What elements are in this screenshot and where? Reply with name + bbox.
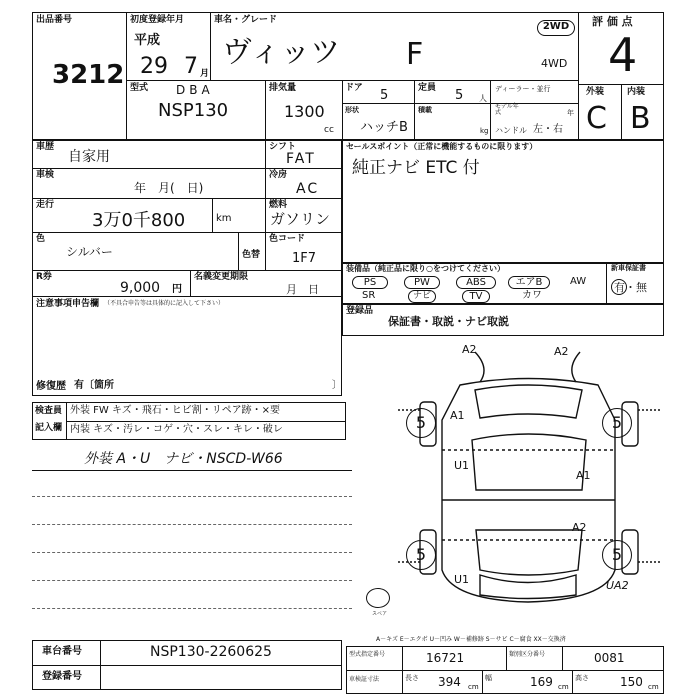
- load-label: 積載: [418, 106, 432, 114]
- shift: FAT: [286, 151, 316, 167]
- recycle-fee: 9,000: [120, 280, 161, 296]
- sales-label: セールスポイント（正常に機能するものに限ります）: [346, 142, 538, 151]
- equip-navi: ナビ: [408, 290, 436, 303]
- inspection-label: 車検: [36, 170, 55, 180]
- dimensions-label: 車検証寸法: [349, 676, 380, 683]
- equip-abs: ABS: [456, 276, 496, 289]
- spare-label: スペア: [372, 611, 388, 617]
- shape-label: 形状: [345, 106, 359, 114]
- capacity-label: 定員: [418, 83, 437, 93]
- model-year-label: モデル年式: [495, 103, 519, 116]
- equipment-label: 装備品（純正品に限り○をつけてください）: [346, 264, 505, 273]
- equip-airbag: エアB: [508, 276, 550, 289]
- notes-label: 注意事項申告欄: [36, 299, 100, 309]
- drive-4wd: 4WD: [541, 57, 568, 70]
- recycle-label: R券: [36, 272, 52, 282]
- mileage-label: 走行: [36, 200, 55, 210]
- notes-sub: （不具合申告等は具体的に記入して下さい）: [104, 300, 225, 307]
- damage-mark: UA2: [606, 579, 629, 592]
- person-unit: 人: [479, 94, 487, 103]
- doors: 5: [380, 88, 389, 103]
- registration-label: 登録品: [346, 306, 374, 316]
- handle-label: ハンドル: [495, 126, 527, 135]
- length: 394: [438, 675, 461, 689]
- details-frame: [32, 140, 342, 396]
- equip-leather: カワ: [522, 290, 542, 301]
- inspector-label2: 記入欄: [35, 423, 63, 433]
- score: 4: [608, 28, 638, 82]
- first-reg-label: 初度登録年月: [130, 15, 185, 25]
- color-code: 1F7: [292, 251, 317, 266]
- exterior-label: 外装: [586, 87, 605, 97]
- color: シルバー: [66, 245, 113, 259]
- kg-unit: kg: [480, 127, 489, 135]
- month-unit: 月: [200, 69, 210, 79]
- interior-grade: B: [630, 101, 651, 136]
- new-car-value: 有・無: [614, 281, 647, 294]
- type-code: NSP130: [158, 100, 229, 121]
- type-prefix: DBA: [176, 83, 214, 97]
- doors-label: ドア: [345, 83, 363, 93]
- cm-unit: cm: [648, 683, 659, 691]
- damage-mark: A1: [576, 469, 591, 482]
- fuel: ガソリン: [270, 210, 331, 228]
- capacity: 5: [455, 88, 464, 103]
- height-label: 高さ: [575, 674, 589, 682]
- diagram-legend: A－キズ E－エクボ U－凹み W－補修跡 S－サビ C－腐食 XX－交換済: [376, 636, 566, 643]
- length-label: 長さ: [405, 674, 419, 682]
- name-change-label: 名義変更期限: [194, 272, 249, 282]
- drive-2wd: 2WD: [537, 20, 575, 36]
- lot-label: 出品番号: [36, 15, 73, 25]
- color-code-label: 色コード: [269, 234, 306, 244]
- tire-rear-right: 5: [602, 540, 632, 570]
- displacement: 1300: [284, 102, 325, 121]
- tire-rear-left: 5: [406, 540, 436, 570]
- km-unit: km: [216, 213, 232, 224]
- era: 平成: [134, 33, 161, 48]
- category: 0081: [594, 651, 625, 665]
- color-label: 色: [36, 234, 46, 244]
- sales-text: 純正ナビ ETC 付: [352, 158, 480, 178]
- interior-label: 内装: [627, 87, 646, 97]
- width: 169: [530, 675, 553, 689]
- new-car-circle: [611, 279, 627, 295]
- damage-mark: U1: [454, 459, 470, 472]
- chassis-number: NSP130-2260625: [150, 644, 272, 660]
- shift-label: シフト: [269, 142, 297, 152]
- repair-value: 有〔箇所: [74, 380, 114, 391]
- equip-sr: SR: [362, 290, 376, 301]
- width-label: 幅: [485, 674, 492, 682]
- cm-unit: cm: [558, 683, 569, 691]
- dealer-label: ディーラー・並行: [495, 85, 551, 93]
- repair-label: 修復歴: [36, 381, 66, 392]
- register-label: 登録番号: [42, 671, 82, 682]
- inspector-exterior: 外装 FW キズ・飛石・ヒビ割・リペア跡・×要: [70, 405, 280, 416]
- equip-ps: PS: [352, 276, 388, 289]
- type-designation: 16721: [426, 651, 465, 665]
- history: 自家用: [68, 149, 110, 165]
- damage-mark: A1: [450, 409, 465, 422]
- registration-value: 保証書・取説・ナビ取説: [388, 315, 509, 328]
- inspector-label1: 検査員: [35, 406, 63, 416]
- fuel-label: 燃料: [269, 200, 288, 210]
- damage-mark: A2: [462, 343, 477, 356]
- equip-tv: TV: [462, 290, 490, 303]
- new-car-label: 新車保証書: [611, 264, 646, 272]
- year-unit: 年: [567, 109, 574, 117]
- damage-mark: A2: [554, 345, 569, 358]
- ac: AC: [296, 181, 320, 197]
- model-name-label: 車名・グレード: [214, 15, 278, 25]
- color-change-label: 色替: [242, 250, 261, 260]
- ac-label: 冷房: [269, 170, 288, 180]
- handle: 左・右: [533, 124, 563, 135]
- damage-mark: A2: [572, 521, 587, 534]
- equip-pw: PW: [404, 276, 440, 289]
- height: 150: [620, 675, 643, 689]
- cc-unit: cc: [324, 125, 334, 135]
- tire-front-left: 5: [406, 408, 436, 438]
- displacement-label: 排気量: [269, 83, 297, 93]
- car-diagram: [380, 340, 680, 610]
- history-label: 車歴: [36, 142, 55, 152]
- category-label: 類別区分番号: [509, 651, 546, 658]
- score-label: 評 価 点: [592, 15, 633, 28]
- inspection: 年 月( 日): [134, 181, 204, 195]
- type-label: 型式: [130, 83, 149, 93]
- grade: F: [406, 37, 424, 72]
- inspector-interior: 内装 キズ・汚レ・コゲ・穴・スレ・キレ・破レ: [70, 424, 283, 435]
- name-change-value: 月 日: [286, 283, 319, 296]
- lot-number: 3212: [52, 60, 125, 90]
- reg-year: 29: [140, 54, 168, 79]
- type-designation-label: 型式指定番号: [349, 651, 386, 658]
- inspector-note: 外装 A・U ナビ・NSCD-W66: [84, 451, 283, 467]
- model-name: ヴィッツ: [222, 35, 341, 70]
- repair-close: 〕: [332, 380, 342, 391]
- shape: ハッチB: [360, 120, 408, 135]
- spare-tire: [366, 588, 390, 608]
- chassis-label: 車台番号: [42, 646, 82, 657]
- yen-unit: 円: [172, 284, 182, 295]
- exterior-grade: C: [586, 101, 607, 136]
- damage-mark: U1: [454, 573, 470, 586]
- reg-month: 7: [184, 54, 198, 79]
- equip-aw: AW: [570, 276, 587, 287]
- tire-front-right: 5: [602, 408, 632, 438]
- mileage: 3万0千800: [92, 210, 186, 231]
- cm-unit: cm: [468, 683, 479, 691]
